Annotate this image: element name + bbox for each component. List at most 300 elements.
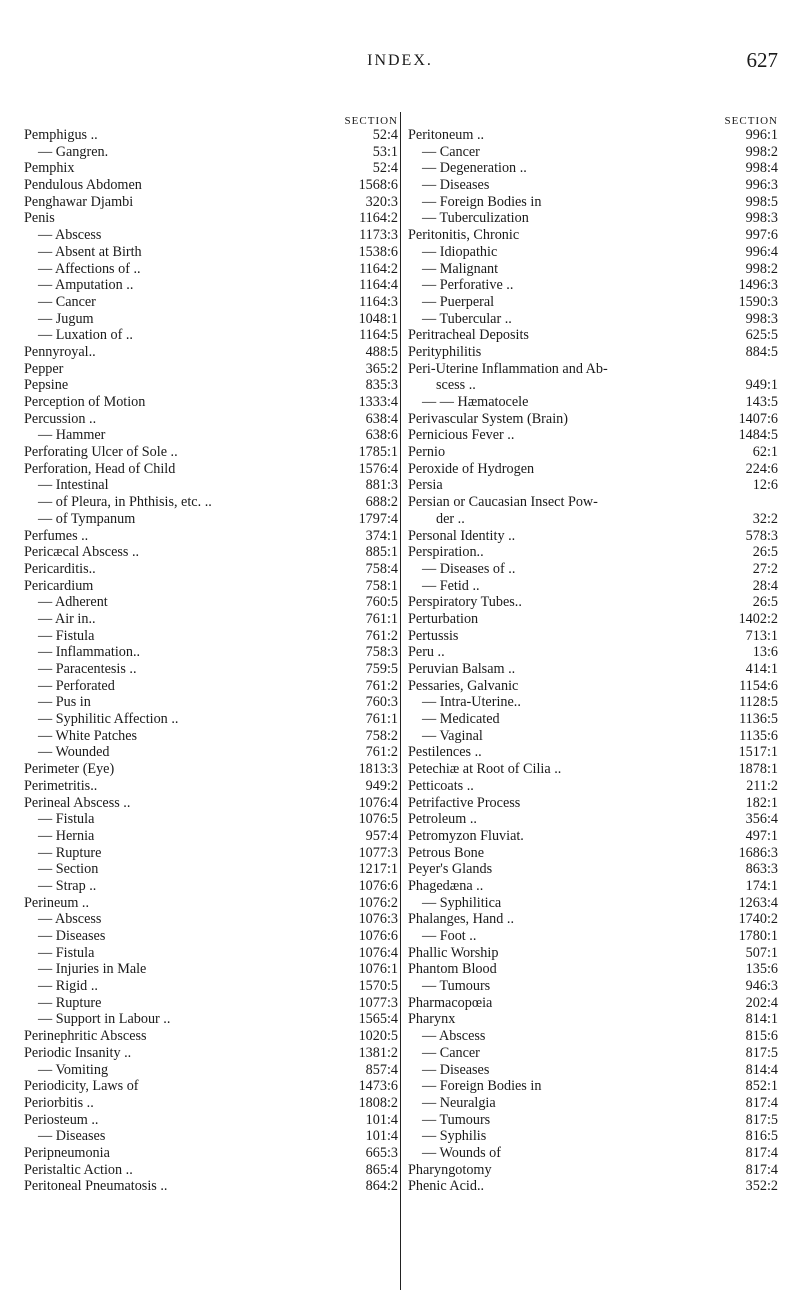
index-entry — [408, 578, 778, 595]
section-reference: 1164:4 — [359, 277, 398, 294]
index-term: — Absent at Birth — [38, 243, 142, 260]
section-reference: 817:5 — [745, 1111, 778, 1128]
section-reference: 1568:6 — [358, 177, 398, 194]
index-entry — [408, 327, 778, 344]
index-entry — [24, 678, 398, 695]
section-reference: 817:4 — [745, 1161, 778, 1178]
section-reference: 1484:5 — [738, 427, 778, 444]
index-entry — [24, 895, 398, 912]
index-entry — [24, 1128, 398, 1145]
section-reference: 1780:1 — [738, 928, 778, 944]
index-term: — Abscess — [422, 1028, 486, 1045]
section-reference: 174:1 — [745, 877, 778, 894]
index-term: Persia — [408, 477, 443, 494]
index-entry — [408, 911, 778, 928]
index-term: — Diseases — [422, 1061, 490, 1078]
section-reference: 816:5 — [745, 1128, 778, 1145]
section-reference: 814:4 — [745, 1061, 778, 1078]
section-reference: 998:2 — [745, 260, 778, 277]
section-reference: 946:3 — [745, 978, 778, 995]
section-reference: 1048:1 — [358, 310, 398, 327]
index-entry — [408, 878, 778, 895]
index-entry — [408, 1078, 778, 1095]
index-entry — [408, 494, 778, 511]
index-term: Petrifactive Process — [408, 794, 521, 811]
section-reference: 817:4 — [745, 1144, 778, 1161]
section-reference: 996:1 — [745, 127, 778, 143]
index-entry — [24, 928, 398, 945]
index-term: — Gangren. — [38, 143, 109, 160]
index-term: — Diseases — [38, 928, 106, 944]
section-reference: 488:5 — [365, 343, 398, 360]
index-entry — [408, 961, 778, 978]
section-reference: 998:3 — [745, 310, 778, 327]
index-term: Peroxide of Hydrogen — [408, 460, 535, 477]
section-reference: 1020:5 — [358, 1028, 398, 1045]
index-entry — [408, 1178, 778, 1195]
index-entry — [24, 995, 398, 1012]
index-entry — [24, 361, 398, 378]
section-column-heading: SECTION — [724, 115, 778, 127]
index-term: — Diseases of .. — [422, 560, 516, 577]
index-term: Pendulous Abdomen — [24, 177, 142, 194]
section-reference: 1154:6 — [739, 677, 778, 694]
section-reference: 1517:1 — [738, 744, 778, 761]
index-term: — Vomiting — [38, 1061, 109, 1078]
index-entry — [24, 377, 398, 394]
index-term: — Malignant — [422, 260, 499, 277]
section-reference: 1076:2 — [358, 894, 398, 911]
index-term: — Fistula — [38, 944, 95, 961]
index-entry — [408, 611, 778, 628]
section-reference: 320:3 — [365, 193, 398, 210]
section-reference: 1164:2 — [359, 260, 398, 277]
index-entry — [24, 1011, 398, 1028]
section-reference: 356:4 — [745, 811, 778, 828]
index-term: — Support in Labour .. — [38, 1011, 171, 1028]
index-entry — [408, 1162, 778, 1179]
index-entry — [24, 327, 398, 344]
index-term: Perityphilitis — [408, 343, 482, 360]
index-term: Peritracheal Deposits — [408, 327, 529, 344]
section-reference: 1217:1 — [358, 861, 398, 878]
section-reference: 761:2 — [365, 744, 398, 761]
section-reference: 497:1 — [745, 827, 778, 844]
index-term: Perforating Ulcer of Sole .. — [24, 444, 178, 461]
index-entry — [24, 244, 398, 261]
section-reference: 1570:5 — [358, 978, 398, 995]
section-reference: 761:1 — [365, 711, 398, 728]
section-reference: 352:2 — [745, 1178, 778, 1195]
section-reference: 817:5 — [745, 1044, 778, 1061]
index-entry — [24, 578, 398, 595]
index-term: — Abscess — [38, 227, 102, 244]
index-entry — [408, 277, 778, 294]
index-term: Petrous Bone — [408, 844, 485, 861]
index-term: — Cancer — [422, 1044, 480, 1061]
index-entry — [408, 594, 778, 611]
index-entry — [408, 411, 778, 428]
index-term: — Tumours — [422, 1111, 491, 1128]
section-reference: 52:4 — [372, 127, 398, 143]
index-entry — [408, 511, 778, 528]
section-reference: 998:4 — [745, 160, 778, 177]
index-term: Persian or Caucasian Insect Pow- — [408, 494, 598, 511]
section-reference: 374:1 — [365, 527, 398, 544]
index-term: Pernio — [408, 444, 446, 461]
index-entry — [24, 761, 398, 778]
index-entry — [408, 678, 778, 695]
index-term: Peri-Uterine Inflammation and Ab- — [408, 360, 608, 377]
index-entry — [24, 1045, 398, 1062]
section-reference: 761:2 — [365, 677, 398, 694]
index-term: — Perforative .. — [422, 277, 514, 294]
section-reference: 881:3 — [365, 477, 398, 494]
index-entry — [408, 394, 778, 411]
index-entry — [24, 127, 398, 144]
index-entry — [24, 795, 398, 812]
section-reference: 688:2 — [365, 494, 398, 511]
index-term: Petromyzon Fluviat. — [408, 827, 524, 844]
index-term: — Tuberculization — [422, 210, 529, 227]
index-term: Peritoneum .. — [408, 127, 485, 143]
section-reference: 1496:3 — [738, 277, 778, 294]
index-term: Periodic Insanity .. — [24, 1044, 132, 1061]
index-entry — [24, 160, 398, 177]
index-term: Perimetritis.. — [24, 777, 98, 794]
section-reference: 1381:2 — [358, 1044, 398, 1061]
section-reference: 1173:3 — [359, 227, 398, 244]
index-term: Perturbation — [408, 610, 479, 627]
index-entry — [24, 528, 398, 545]
index-term: — Pus in — [38, 694, 91, 711]
index-entry — [24, 811, 398, 828]
index-entry — [24, 1112, 398, 1129]
index-term: — Diseases — [422, 177, 490, 194]
index-term: Perspiration.. — [408, 544, 484, 561]
section-reference: 62:1 — [752, 444, 778, 461]
index-term: — Rigid .. — [38, 978, 98, 995]
section-reference: 1473:6 — [358, 1078, 398, 1095]
index-entry — [408, 1112, 778, 1129]
section-reference: 1263:4 — [738, 894, 778, 911]
index-entry — [24, 511, 398, 528]
section-reference: 864:2 — [365, 1178, 398, 1195]
index-entry — [408, 778, 778, 795]
index-entry — [24, 1062, 398, 1079]
index-entry — [408, 561, 778, 578]
section-reference: 101:4 — [365, 1128, 398, 1145]
section-reference: 814:1 — [745, 1011, 778, 1028]
section-reference: 957:4 — [365, 827, 398, 844]
index-term: Pharynx — [408, 1011, 456, 1028]
index-term: — Neuralgia — [422, 1094, 496, 1111]
section-reference: 52:4 — [372, 160, 398, 177]
section-reference: 507:1 — [745, 944, 778, 961]
section-reference: 1538:6 — [358, 243, 398, 260]
index-term: — of Tympanum — [38, 510, 136, 527]
section-reference: 26:5 — [752, 594, 778, 611]
index-term: Pericardium — [24, 577, 94, 594]
section-reference: 758:1 — [365, 577, 398, 594]
index-entry — [24, 1178, 398, 1195]
section-reference: 996:4 — [745, 243, 778, 260]
section-reference: 998:3 — [745, 210, 778, 227]
section-reference: 761:1 — [365, 610, 398, 627]
section-reference: 996:3 — [745, 177, 778, 194]
section-reference: 949:2 — [365, 777, 398, 794]
index-entry — [24, 878, 398, 895]
index-entry — [408, 311, 778, 328]
index-entry — [24, 477, 398, 494]
section-reference: 760:5 — [365, 594, 398, 611]
index-entry-list — [408, 127, 778, 1195]
index-entry — [24, 294, 398, 311]
index-entry — [24, 461, 398, 478]
section-reference: 1128:5 — [739, 694, 778, 711]
section-reference: 1135:6 — [739, 727, 778, 744]
section-reference: 625:5 — [745, 327, 778, 344]
index-term: Pernicious Fever .. — [408, 427, 515, 444]
section-reference: 998:5 — [745, 193, 778, 210]
index-term: Peristaltic Action .. — [24, 1161, 133, 1178]
section-reference: 1590:3 — [738, 293, 778, 310]
section-reference: 863:3 — [745, 861, 778, 878]
index-entry — [408, 744, 778, 761]
section-reference: 665:3 — [365, 1144, 398, 1161]
index-entry — [408, 861, 778, 878]
index-entry — [408, 628, 778, 645]
section-reference: 1076:4 — [358, 794, 398, 811]
index-term: — Hammer — [38, 427, 106, 444]
section-reference: 1402:2 — [738, 610, 778, 627]
section-reference: 759:5 — [365, 661, 398, 677]
index-entry — [408, 895, 778, 912]
index-entry — [408, 160, 778, 177]
index-term: Pericæcal Abscess .. — [24, 544, 140, 561]
index-entry — [408, 711, 778, 728]
index-term: — Adherent — [38, 594, 108, 611]
index-term: Periorbitis .. — [24, 1094, 94, 1111]
index-term: — Rupture — [38, 994, 102, 1011]
index-term: — Cancer — [422, 143, 480, 160]
section-reference: 949:1 — [745, 377, 778, 394]
index-entry — [408, 461, 778, 478]
index-term: Phagedæna .. — [408, 877, 484, 894]
index-entry — [408, 227, 778, 244]
index-entry — [24, 694, 398, 711]
index-term: — Abscess — [38, 911, 102, 928]
section-reference: 852:1 — [745, 1078, 778, 1095]
section-reference: 1333:4 — [358, 394, 398, 410]
index-term: Petticoats .. — [408, 777, 474, 794]
index-entry — [408, 444, 778, 461]
index-entry — [24, 961, 398, 978]
section-reference: 578:3 — [745, 527, 778, 544]
section-reference: 758:4 — [365, 560, 398, 577]
index-term: — Affections of .. — [38, 260, 141, 277]
index-term: — Syphilitic Affection .. — [38, 711, 179, 728]
index-term: Peyer's Glands — [408, 861, 493, 878]
section-reference: 1164:2 — [359, 210, 398, 227]
index-term: Perivascular System (Brain) — [408, 410, 568, 427]
index-term: — Fistula — [38, 627, 95, 644]
section-reference: 638:4 — [365, 410, 398, 427]
section-reference: 32:2 — [752, 510, 778, 527]
index-term: — Strap .. — [38, 877, 97, 894]
index-term: Pemphigus .. — [24, 127, 98, 143]
section-reference: 1740:2 — [738, 911, 778, 928]
section-reference: 758:3 — [365, 644, 398, 661]
index-term: — Rupture — [38, 844, 102, 861]
section-reference: 27:2 — [752, 560, 778, 577]
section-reference: 101:4 — [365, 1111, 398, 1128]
index-entry — [408, 661, 778, 678]
section-reference: 1076:6 — [358, 877, 398, 894]
index-entry — [408, 761, 778, 778]
index-term: — Medicated — [422, 711, 500, 728]
index-term: — Inflammation.. — [38, 644, 141, 661]
index-term: Peru .. — [408, 644, 445, 661]
section-reference: 1164:5 — [359, 327, 398, 344]
index-entry — [24, 194, 398, 211]
index-term: Periodicity, Laws of — [24, 1078, 139, 1095]
index-entry — [24, 861, 398, 878]
section-reference: 1076:3 — [358, 911, 398, 928]
section-reference: 28:4 — [752, 577, 778, 594]
section-reference: 885:1 — [365, 544, 398, 561]
index-term: Pestilences .. — [408, 744, 482, 761]
section-reference: 817:4 — [745, 1094, 778, 1111]
section-reference: 53:1 — [372, 143, 398, 160]
index-term: Perception of Motion — [24, 394, 146, 410]
index-term: — Section — [38, 861, 99, 878]
index-entry — [408, 945, 778, 962]
section-reference: 638:6 — [365, 427, 398, 444]
index-term: Pepsine — [24, 377, 69, 394]
index-entry — [24, 1028, 398, 1045]
section-reference: 1164:3 — [359, 293, 398, 310]
index-term: Peruvian Balsam .. — [408, 661, 516, 677]
index-entry — [24, 411, 398, 428]
section-reference: 202:4 — [745, 994, 778, 1011]
index-entry — [408, 544, 778, 561]
section-reference: 13:6 — [752, 644, 778, 661]
index-entry — [408, 1145, 778, 1162]
section-reference: 1808:2 — [358, 1094, 398, 1111]
index-entry — [24, 911, 398, 928]
index-entry — [408, 995, 778, 1012]
index-entry — [408, 528, 778, 545]
index-term: Phalanges, Hand .. — [408, 911, 514, 928]
index-term: — Syphilis — [422, 1128, 487, 1145]
section-reference: 884:5 — [745, 343, 778, 360]
section-reference: 1407:6 — [738, 410, 778, 427]
section-reference: 135:6 — [745, 961, 778, 978]
section-reference: 211:2 — [746, 777, 778, 794]
index-entry — [408, 210, 778, 227]
index-term: — Intestinal — [38, 477, 109, 494]
index-term: Pharyngotomy — [408, 1161, 492, 1178]
index-entry — [24, 728, 398, 745]
section-reference: 12:6 — [752, 477, 778, 494]
section-column-heading: SECTION — [344, 115, 398, 127]
section-reference: 1077:3 — [358, 994, 398, 1011]
index-term: Phallic Worship — [408, 944, 499, 961]
index-entry — [408, 144, 778, 161]
index-term: Pemphix — [24, 160, 75, 177]
section-reference: 1076:6 — [358, 928, 398, 944]
section-reference: 835:3 — [365, 377, 398, 394]
index-term: Periosteum .. — [24, 1111, 99, 1128]
index-term: Perineal Abscess .. — [24, 794, 131, 811]
section-reference: 1076:5 — [358, 811, 398, 828]
index-entry — [408, 828, 778, 845]
index-term: — Foreign Bodies in — [422, 193, 542, 210]
section-reference: 760:3 — [365, 694, 398, 711]
index-entry — [408, 1028, 778, 1045]
section-reference: 1878:1 — [738, 761, 778, 778]
index-term: Petroleum .. — [408, 811, 477, 828]
index-term: scess .. — [436, 377, 476, 394]
index-entry — [408, 1062, 778, 1079]
section-reference: 414:1 — [745, 661, 778, 677]
index-entry — [24, 544, 398, 561]
section-reference: 997:6 — [745, 227, 778, 244]
index-column-left — [24, 115, 398, 1195]
index-term: Penis — [24, 210, 55, 227]
section-reference: 1076:4 — [358, 944, 398, 961]
section-reference: 365:2 — [365, 360, 398, 377]
section-reference: 1565:4 — [358, 1011, 398, 1028]
index-term: Peritoneal Pneumatosis .. — [24, 1178, 168, 1195]
index-entry — [24, 945, 398, 962]
index-term: Perinephritic Abscess — [24, 1028, 147, 1045]
index-entry — [24, 978, 398, 995]
index-entry — [408, 127, 778, 144]
index-entry — [24, 177, 398, 194]
section-reference: 1576:4 — [358, 460, 398, 477]
section-reference: 26:5 — [752, 544, 778, 561]
index-entry — [24, 744, 398, 761]
section-reference: 1686:3 — [738, 844, 778, 861]
index-entry — [24, 1162, 398, 1179]
index-term: — Diseases — [38, 1128, 106, 1145]
index-entry — [24, 227, 398, 244]
section-reference: 815:6 — [745, 1028, 778, 1045]
index-entry — [24, 1145, 398, 1162]
index-term: — Fistula — [38, 811, 95, 828]
index-term: — Puerperal — [422, 293, 495, 310]
index-term: — Wounded — [38, 744, 110, 761]
index-term: — Wounds of — [422, 1144, 501, 1161]
index-term: — Foreign Bodies in — [422, 1078, 542, 1095]
index-term: Petechiæ at Root of Cilia .. — [408, 761, 562, 778]
index-term: Phenic Acid.. — [408, 1178, 485, 1195]
index-entry — [24, 778, 398, 795]
index-term: — Perforated — [38, 677, 115, 694]
section-reference: 758:2 — [365, 727, 398, 744]
index-term: — White Patches — [38, 727, 138, 744]
index-term: — Amputation .. — [38, 277, 134, 294]
index-entry — [24, 845, 398, 862]
index-entry — [408, 795, 778, 812]
index-entry — [24, 711, 398, 728]
index-term: Pennyroyal.. — [24, 343, 96, 360]
index-entry — [408, 361, 778, 378]
index-term: Perineum .. — [24, 894, 90, 911]
index-term: — Fetid .. — [422, 577, 480, 594]
